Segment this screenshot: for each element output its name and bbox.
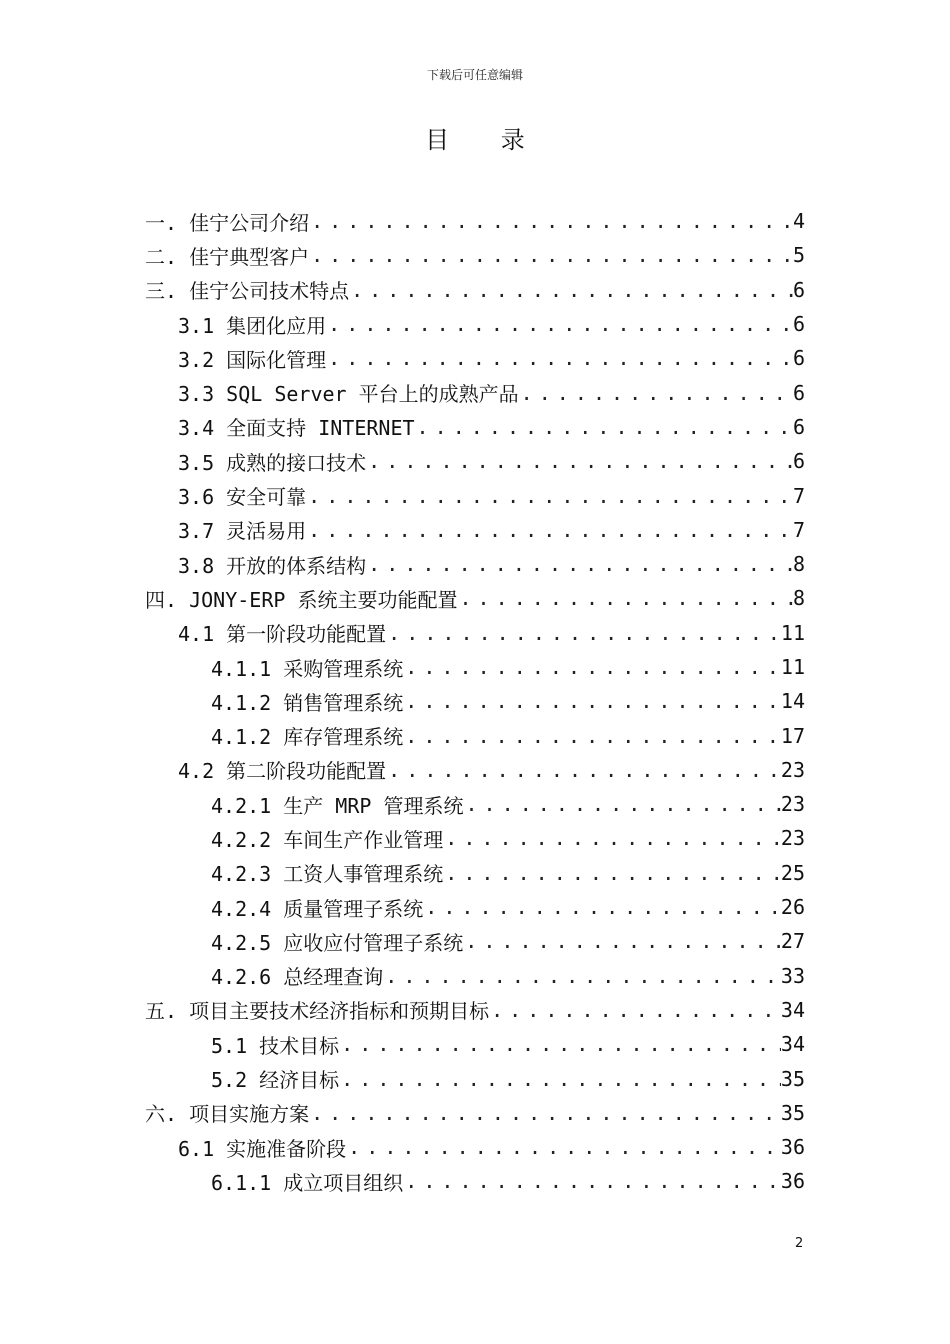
toc-entry-page: 6 [792,380,805,405]
dot-leader [309,243,793,267]
toc-entry-page: 26 [780,895,805,920]
toc-entry[interactable] [145,924,805,958]
toc-entry[interactable] [145,238,805,272]
toc-entry[interactable] [145,616,805,650]
toc-entry-title: 3.1 集团化应用 [178,313,327,338]
dot-leader [326,312,793,336]
dot-leader [366,449,793,473]
dot-leader [349,278,793,302]
toc-entry[interactable] [145,821,805,855]
dot-leader [489,998,781,1022]
toc-entry-page: 5 [792,243,805,268]
toc-entry[interactable] [145,650,805,684]
dot-leader [415,415,793,439]
toc-entry-page: 6 [792,312,805,337]
dot-leader [443,826,781,850]
toc-entry-title: 3.7 灵活易用 [178,519,307,544]
toc-entry-page: 6 [792,414,805,439]
dot-leader [306,484,793,508]
dot-leader [346,1135,781,1159]
dot-leader [306,518,793,542]
toc-entry-title: 4.2.1 生产 MRP 管理系统 [211,793,464,818]
dot-leader [463,929,781,953]
toc-entry-page: 34 [780,997,805,1022]
toc-entry-title: 4.2.2 车间生产作业管理 [211,827,444,852]
toc-entry-title: 5.1 技术目标 [211,1033,340,1058]
toc-entry-page: 11 [780,655,805,679]
toc-entry[interactable] [145,444,805,478]
toc-entry-page: 36 [780,1169,805,1194]
toc-entry[interactable] [145,718,805,752]
toc-entry-title: 6.1 实施准备阶段 [178,1136,347,1161]
toc-entry-title: 3.3 SQL Server 平台上的成熟产品 [178,382,519,407]
toc-entry[interactable] [145,1096,805,1130]
dot-leader [423,895,781,919]
toc-entry-page: 11 [780,620,805,645]
toc-entry[interactable] [145,1130,805,1164]
dot-leader [403,689,781,713]
dot-leader [386,621,781,645]
toc-entry[interactable] [145,1061,805,1095]
toc-entry-page: 35 [780,1066,805,1091]
toc-entry-title: 三. 佳宁公司技术特点 [145,279,350,304]
header-note: 下载后可任意编辑 [426,68,523,82]
toc-entry-page: 33 [780,963,805,988]
toc-title: 目 录 [425,126,547,154]
dot-leader [403,655,781,679]
toc-entry[interactable] [145,1164,805,1198]
toc-entry[interactable] [145,1027,805,1061]
toc-entry-title: 4.1.2 库存管理系统 [211,725,404,750]
toc-entry-title: 3.2 国际化管理 [178,347,327,372]
dot-leader [366,552,793,576]
toc-entry-title: 3.4 全面支持 INTERNET [178,416,415,441]
toc-entry-page: 23 [780,826,805,851]
toc-entry-page: 27 [780,929,805,954]
toc-entry-title: 4.2 第二阶段功能配置 [178,759,387,784]
dot-leader [457,586,793,610]
toc-entry[interactable] [145,341,805,375]
dot-leader [309,209,793,233]
dot-leader [443,861,781,885]
toc-entry-page: 6 [792,449,805,474]
dot-leader [383,964,781,988]
toc-entry[interactable] [145,273,805,307]
toc-entry-title: 4.1 第一阶段功能配置 [178,622,387,647]
toc-entry-page: 6 [792,346,805,371]
toc-entry[interactable] [145,993,805,1027]
toc-entry-title: 6.1.1 成立项目组织 [211,1170,404,1195]
toc-entry-title: 一. 佳宁公司介绍 [145,210,310,235]
toc-entry-title: 5.2 经济目标 [211,1068,340,1093]
toc-entry[interactable] [145,204,805,238]
toc-entry-title: 4.2.4 质量管理子系统 [211,896,424,921]
toc-entry-title: 4.2.5 应收应付管理子系统 [211,930,464,955]
toc-entry[interactable] [145,513,805,547]
page-number: 2 [795,1236,804,1251]
toc-entry[interactable] [145,581,805,615]
toc-entry-title: 4.1.2 销售管理系统 [211,690,404,715]
toc-entry-title: 3.5 成熟的接口技术 [178,450,367,475]
table-of-contents [145,204,805,1199]
toc-entry[interactable] [145,307,805,341]
dot-leader [386,758,781,782]
dot-leader [403,724,781,748]
toc-entry-page: 7 [792,483,805,508]
toc-entry-page: 35 [780,1100,805,1125]
toc-entry-page: 8 [792,552,805,577]
toc-entry[interactable] [145,890,805,924]
toc-entry-page: 34 [780,1032,805,1057]
toc-entry[interactable] [145,478,805,512]
dot-leader [339,1067,781,1091]
dot-leader [326,346,793,370]
toc-entry-page: 36 [780,1135,805,1160]
toc-entry[interactable] [145,547,805,581]
toc-entry-page: 14 [780,689,805,714]
dot-leader [339,1032,781,1056]
toc-entry-title: 五. 项目主要技术经济指标和预期目标 [145,999,490,1024]
dot-leader [463,792,780,816]
toc-entry[interactable] [145,410,805,444]
toc-entry[interactable] [145,856,805,890]
dot-leader [519,381,793,405]
toc-entry-page: 8 [792,586,805,611]
toc-entry-title: 六. 项目实施方案 [145,1102,310,1127]
toc-entry-page: 23 [780,792,805,817]
toc-entry[interactable] [145,959,805,993]
dot-leader [309,1101,781,1125]
toc-entry-title: 3.8 开放的体系结构 [178,553,367,578]
toc-entry-title: 四. JONY-ERP 系统主要功能配置 [145,587,458,612]
toc-entry-page: 23 [780,757,805,782]
toc-entry-title: 3.6 安全可靠 [178,485,307,510]
toc-entry[interactable] [145,684,805,718]
toc-entry-page: 25 [780,860,805,885]
toc-entry[interactable] [145,375,805,409]
toc-entry-title: 4.2.3 工资人事管理系统 [211,862,444,887]
toc-entry-title: 4.1.1 采购管理系统 [211,656,404,681]
toc-entry-page: 17 [780,723,805,748]
toc-entry[interactable] [145,787,805,821]
toc-entry-page: 4 [792,209,805,234]
toc-entry[interactable] [145,753,805,787]
toc-entry-page: 6 [792,277,805,302]
toc-entry-title: 二. 佳宁典型客户 [145,244,310,269]
dot-leader [403,1169,781,1193]
toc-entry-page: 7 [792,517,805,542]
toc-entry-title: 4.2.6 总经理查询 [211,965,384,990]
